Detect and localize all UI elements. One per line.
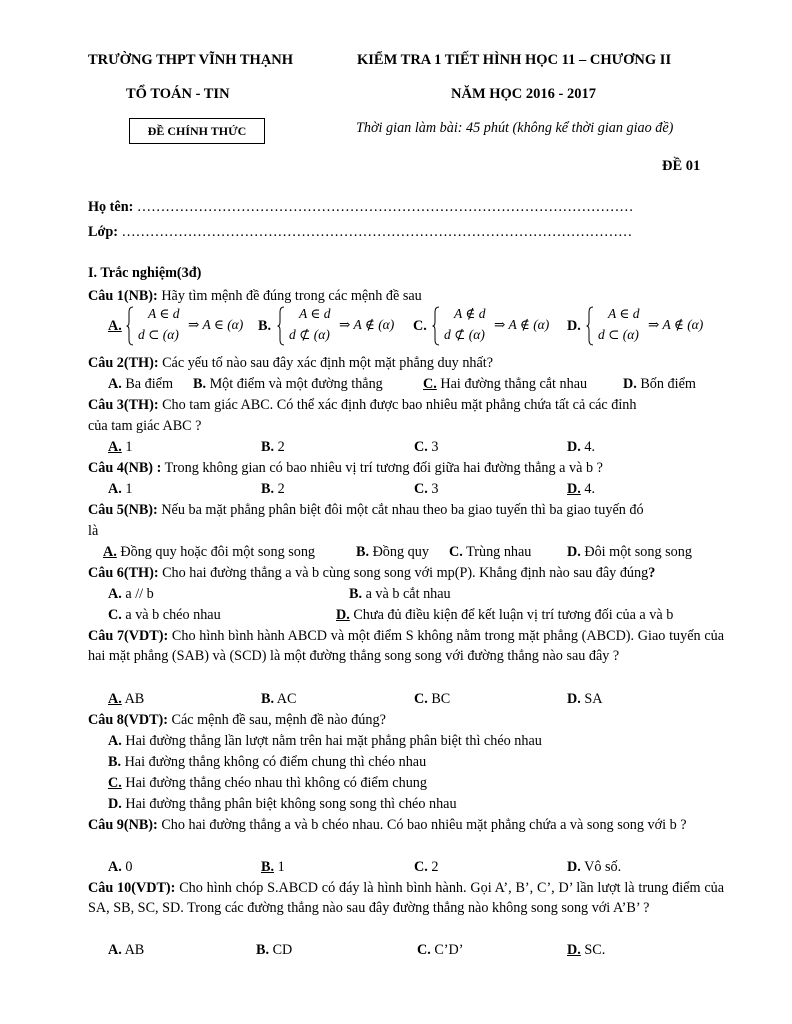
q1-b-implies: ⇒ A ∉ (α) xyxy=(339,317,395,332)
q1-a-implies: ⇒ A ∈ (α) xyxy=(188,317,244,332)
q6-option-a: A. a // b xyxy=(108,586,154,602)
left-brace-icon xyxy=(432,306,440,346)
question-6 xyxy=(88,563,724,583)
q6-text-end: ? xyxy=(648,565,656,581)
q10-option-b: B. CD xyxy=(256,942,293,958)
q3-option-d: D. 4. xyxy=(567,439,595,455)
q4-text: Trong không gian có bao nhiêu vị trí tương đối giữa hai đường thẳng a và b ? xyxy=(164,460,603,476)
q9-option-b: B. 1 xyxy=(261,859,285,875)
q4-label: Câu 4(NB) : xyxy=(88,460,162,476)
official-label-box: ĐỀ CHÍNH THỨC xyxy=(129,118,265,144)
student-class-line xyxy=(88,224,632,241)
q1-option-a-system xyxy=(126,306,261,346)
left-brace-icon xyxy=(586,306,594,346)
q9-option-c: C. 2 xyxy=(414,859,439,875)
question-4 xyxy=(88,458,724,478)
q9-label: Câu 9(NB): xyxy=(88,817,158,833)
q6-option-b: B. a và b cắt nhau xyxy=(349,586,451,602)
q8-option-a: A. Hai đường thẳng lần lượt nằm trên hai mặt phẳng phân biệt thì chéo nhau xyxy=(108,733,542,749)
q8-text: Các mệnh đề sau, mệnh đề nào đúng? xyxy=(171,712,386,728)
q3-option-b: B. 2 xyxy=(261,439,285,455)
q2-label: Câu 2(TH): xyxy=(88,355,159,371)
q5-option-d: D. Đôi một song song xyxy=(567,544,692,560)
q1-option-a-letter: A. xyxy=(108,318,122,334)
q5-label: Câu 5(NB): xyxy=(88,502,158,518)
q5-option-a: A. Đồng quy hoặc đôi một song song xyxy=(103,544,316,560)
question-7 xyxy=(88,626,724,666)
time-note: Thời gian làm bài: 45 phút (không kể thời gian giao đề) xyxy=(356,120,674,136)
left-brace-icon xyxy=(277,306,285,346)
q1-b-row1: A ∈ d xyxy=(299,306,331,321)
q5-option-b: B. Đồng quy xyxy=(356,544,429,560)
q2-option-b: B. Một điểm và một đường thẳng xyxy=(193,376,383,392)
question-5 xyxy=(88,500,724,520)
q1-option-d-letter: D. xyxy=(567,318,581,334)
left-brace-icon xyxy=(126,306,134,346)
q10-label: Câu 10(VDT): xyxy=(88,880,176,896)
q10-text: Cho hình chóp S.ABCD có đáy là hình bình hành. Gọi A’, B’, C’, D’ lần lượt là trung điểm của SA, SB, SC, SD. Trong các đường thẳng nào sau đây đường thẳng nào không song song với A’B’ ? xyxy=(88,880,725,916)
q3-text-line1: Cho tam giác ABC. Có thể xác định được bao nhiêu mặt phẳng chứa tất cả các đỉnh xyxy=(162,397,637,413)
q6-option-d: D. Chưa đủ điều kiện để kết luận vị trí tương đối của a và b xyxy=(336,607,674,623)
q4-option-b: B. 2 xyxy=(261,481,285,497)
q8-label: Câu 8(VDT): xyxy=(88,712,168,728)
q7-text: Cho hình bình hành ABCD và một điểm S không nằm trong mặt phẳng (ABCD). Giao tuyến của hai mặt phẳng (SAB) và (SCD) là một đường thẳng song song với đường thẳng nào sau đây ? xyxy=(88,628,725,664)
exam-title: KIỂM TRA 1 TIẾT HÌNH HỌC 11 – CHƯƠNG II xyxy=(357,52,672,68)
department-name: TỔ TOÁN - TIN xyxy=(126,86,230,102)
q3-option-a: A. 1 xyxy=(108,439,133,455)
q2-text: Các yếu tố nào sau đây xác định một mặt phẳng duy nhất? xyxy=(162,355,494,371)
school-name: TRƯỜNG THPT VĨNH THẠNH xyxy=(88,52,294,68)
q1-c-row1: A ∉ d xyxy=(454,306,486,321)
question-8 xyxy=(88,710,724,730)
q7-option-b: B. AC xyxy=(261,691,297,707)
q1-text: Hãy tìm mệnh đề đúng trong các mệnh đề sau xyxy=(161,288,422,304)
q4-option-a: A. 1 xyxy=(108,481,133,497)
q9-option-a: A. 0 xyxy=(108,859,133,875)
q10-option-a: A. AB xyxy=(108,942,145,958)
q1-option-c-letter: C. xyxy=(413,318,427,334)
q1-a-row1: A ∈ d xyxy=(148,306,180,321)
q6-option-c: C. a và b chéo nhau xyxy=(108,607,221,623)
q10-option-c: C. C’D’ xyxy=(417,942,464,958)
q1-d-row1: A ∈ d xyxy=(608,306,640,321)
q2-option-c: C. Hai đường thẳng cắt nhau xyxy=(423,376,588,392)
q1-a-row2: d ⊂ (α) xyxy=(138,327,179,342)
q4-option-d: D. 4. xyxy=(567,481,595,497)
q1-c-row2: d ⊄ (α) xyxy=(444,327,485,342)
q7-label: Câu 7(VDT): xyxy=(88,628,169,644)
q1-option-b-letter: B. xyxy=(258,318,272,334)
q1-c-implies: ⇒ A ∉ (α) xyxy=(494,317,550,332)
q7-option-d: D. SA xyxy=(567,691,603,707)
q8-option-d: D. Hai đường thẳng phân biệt không song song thì chéo nhau xyxy=(108,796,457,812)
q3-text-line2: của tam giác ABC ? xyxy=(88,418,202,434)
q8-option-c: C. Hai đường thẳng chéo nhau thì không có điểm chung xyxy=(108,775,427,791)
q1-option-c-system xyxy=(432,306,567,346)
class-label: Lớp: xyxy=(88,224,118,240)
exam-code: ĐỀ 01 xyxy=(662,158,701,174)
q9-option-d: D. Vô số. xyxy=(567,859,622,875)
q8-option-b: B. Hai đường thẳng không có điểm chung thì chéo nhau xyxy=(108,754,427,770)
q3-option-c: C. 3 xyxy=(414,439,439,455)
question-1 xyxy=(88,286,724,306)
section-title: I. Trắc nghiệm(3đ) xyxy=(88,265,202,281)
q4-option-c: C. 3 xyxy=(414,481,439,497)
question-10 xyxy=(88,878,724,918)
q3-label: Câu 3(TH): xyxy=(88,397,159,413)
q1-option-d-system xyxy=(586,306,721,346)
question-2 xyxy=(88,353,724,373)
q1-option-b-system xyxy=(277,306,412,346)
q5-text-line1: Nếu ba mặt phẳng phân biệt đôi một cắt nhau theo ba giao tuyến thì ba giao tuyến đó xyxy=(161,502,644,518)
q5-option-c: C. Trùng nhau xyxy=(449,544,532,560)
q2-option-a: A. Ba điểm xyxy=(108,376,174,392)
q10-option-d: D. SC. xyxy=(567,942,606,958)
q5-text-line2: là xyxy=(88,523,99,539)
school-year: NĂM HỌC 2016 - 2017 xyxy=(451,86,596,102)
name-label: Họ tên: xyxy=(88,199,134,215)
q1-label: Câu 1(NB): xyxy=(88,288,158,304)
q7-option-a: A. AB xyxy=(108,691,145,707)
name-dots: …………………………………………………………………………………………… xyxy=(136,199,634,215)
student-name-line xyxy=(88,199,633,216)
q6-text: Cho hai đường thẳng a và b cùng song song với mp(P). Khẳng định nào sau đây đúng xyxy=(162,565,649,581)
q1-b-row2: d ⊄ (α) xyxy=(289,327,330,342)
q9-text: Cho hai đường thẳng a và b chéo nhau. Có bao nhiêu mặt phẳng chứa a và song song với b ? xyxy=(161,817,687,833)
class-dots: ……………………………………………………………………………………………… xyxy=(121,224,633,240)
q1-d-row2: d ⊂ (α) xyxy=(598,327,639,342)
q7-option-c: C. BC xyxy=(414,691,451,707)
q6-label: Câu 6(TH): xyxy=(88,565,159,581)
question-9 xyxy=(88,815,724,835)
question-3 xyxy=(88,395,724,415)
q1-d-implies: ⇒ A ∉ (α) xyxy=(648,317,704,332)
q2-option-d: D. Bốn điểm xyxy=(623,376,696,392)
